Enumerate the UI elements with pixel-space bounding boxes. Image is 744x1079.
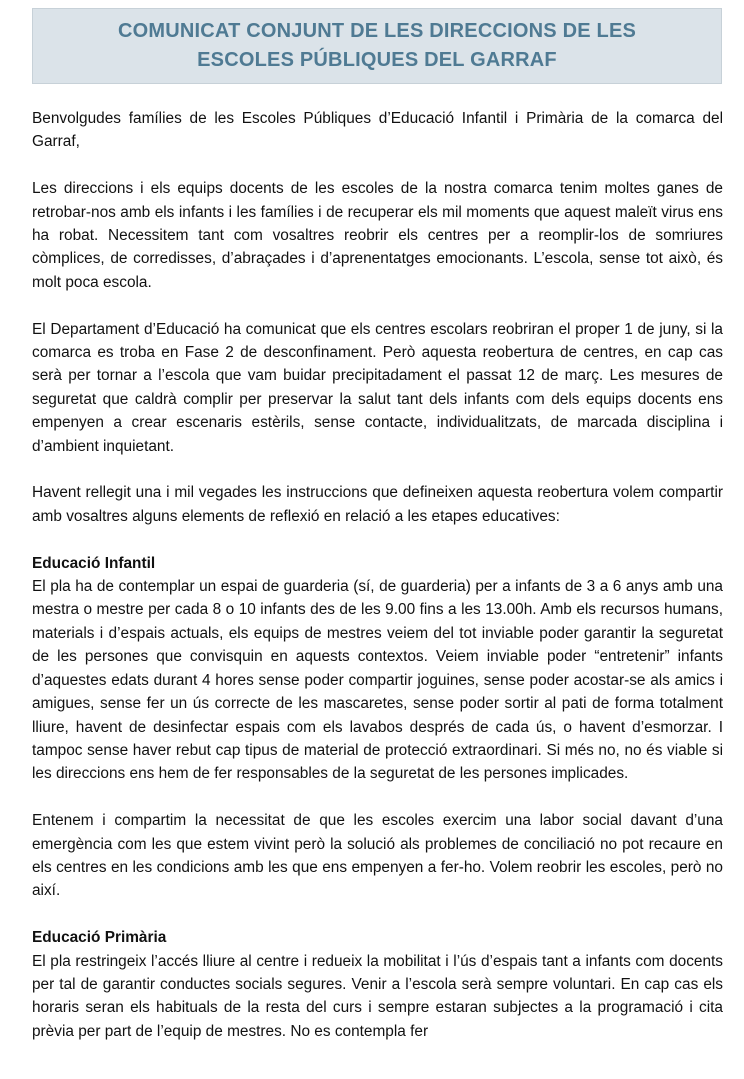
section-text-infantil: El pla ha de contemplar un espai de guarderia (sí, de guarderia) per a infants de 3 a 6 anys amb una mestra o mestre per cada 8 o 10 infants des de les 9.00 fins a les 13.00h. Amb els recursos humans, materials i d’espais actuals, els equips de mestres veiem del tot inviable poder garantir la seguretat de les persones que convisquin en aquests contextos. Veiem inviable poder “entretenir” infants d’aquestes edats durant 4 hores sense poder compartir joguines, sense poder acostar-se als amics i amigues, sense fer un ús correcte de les mascaretes, sense poder sortir al pati de forma totalment lliure, havent de desinfectar espais com els lavabos després de cada ús, o havent d’esmorzar. I tampoc sense haver rebut cap tipus de material de protecció extraordinari. Si més no, no és viable si les direccions ens hem de fer responsables de la seguretat de les persones implicades.	[32, 578, 723, 783]
section-heading-primaria: Educació Primària	[32, 929, 167, 947]
social-role-paragraph: Entenem i compartim la necessitat de que les escoles exercim una labor social davant d’una emergència com les que estem vivint però la solució als problemes de conciliació no pot recaure en els centres en les condicions amb les que ens empenyen a fer-ho. Volem reobrir les escoles, però no així.	[32, 812, 723, 900]
letter-body	[32, 107, 723, 1067]
title-banner	[32, 8, 722, 84]
section-text-primaria: El pla restringeix l’accés lliure al centre i redueix la mobilitat i l’ús d’espais tant a infants com docents per tal de garantir conductes socials segures. Venir a l’escola serà sempre voluntari. En cap cas els horaris seran els habituals de la resta del curs i sempre estaran subjectes a la programació i cita prèvia per part de l’equip de mestres. No es contempla fer	[32, 952, 723, 1040]
reopening-paragraph: El Departament d’Educació ha comunicat que els centres escolars reobriran el proper 1 de juny, si la comarca es troba en Fase 2 de desconfinament. Però aquesta reobertura de centres, en cap cas serà per tornar a l’escola que vam buidar precipitadament el passat 12 de març. Les mesures de seguretat que caldrà complir per preservar la salut tant dels infants com dels equips docents ens empenyen a crear escenaris estèrils, sense contacte, individualitzats, de marcada disciplina i d’ambient inquietant.	[32, 320, 723, 455]
title-line-1: COMUNICAT CONJUNT DE LES DIRECCIONS DE LES	[117, 20, 637, 42]
section-heading-infantil: Educació Infantil	[32, 554, 156, 572]
greeting-paragraph: Benvolgudes famílies de les Escoles Públiques d’Educació Infantil i Primària de la comarca del Garraf,	[32, 110, 723, 151]
reflection-paragraph: Havent rellegit una i mil vegades les instruccions que defineixen aquesta reobertura volem compartir amb vosaltres alguns elements de reflexió en relació a les etapes educatives:	[32, 484, 723, 525]
title-line-2: ESCOLES PÚBLIQUES DEL GARRAF	[197, 49, 557, 71]
intro-paragraph: Les direccions i els equips docents de les escoles de la nostra comarca tenim moltes ganes de retrobar-nos amb els infants i les famílies i de recuperar els mil moments que aquest maleït virus ens ha robat. Necessitem tant com vosaltres reobrir els centres per a reomplir-los de somriures còmplices, de corredisses, d’abraçades i d’aprenentatges emocionants. L’escola, sense tot això, és molt poca escola.	[32, 180, 723, 291]
